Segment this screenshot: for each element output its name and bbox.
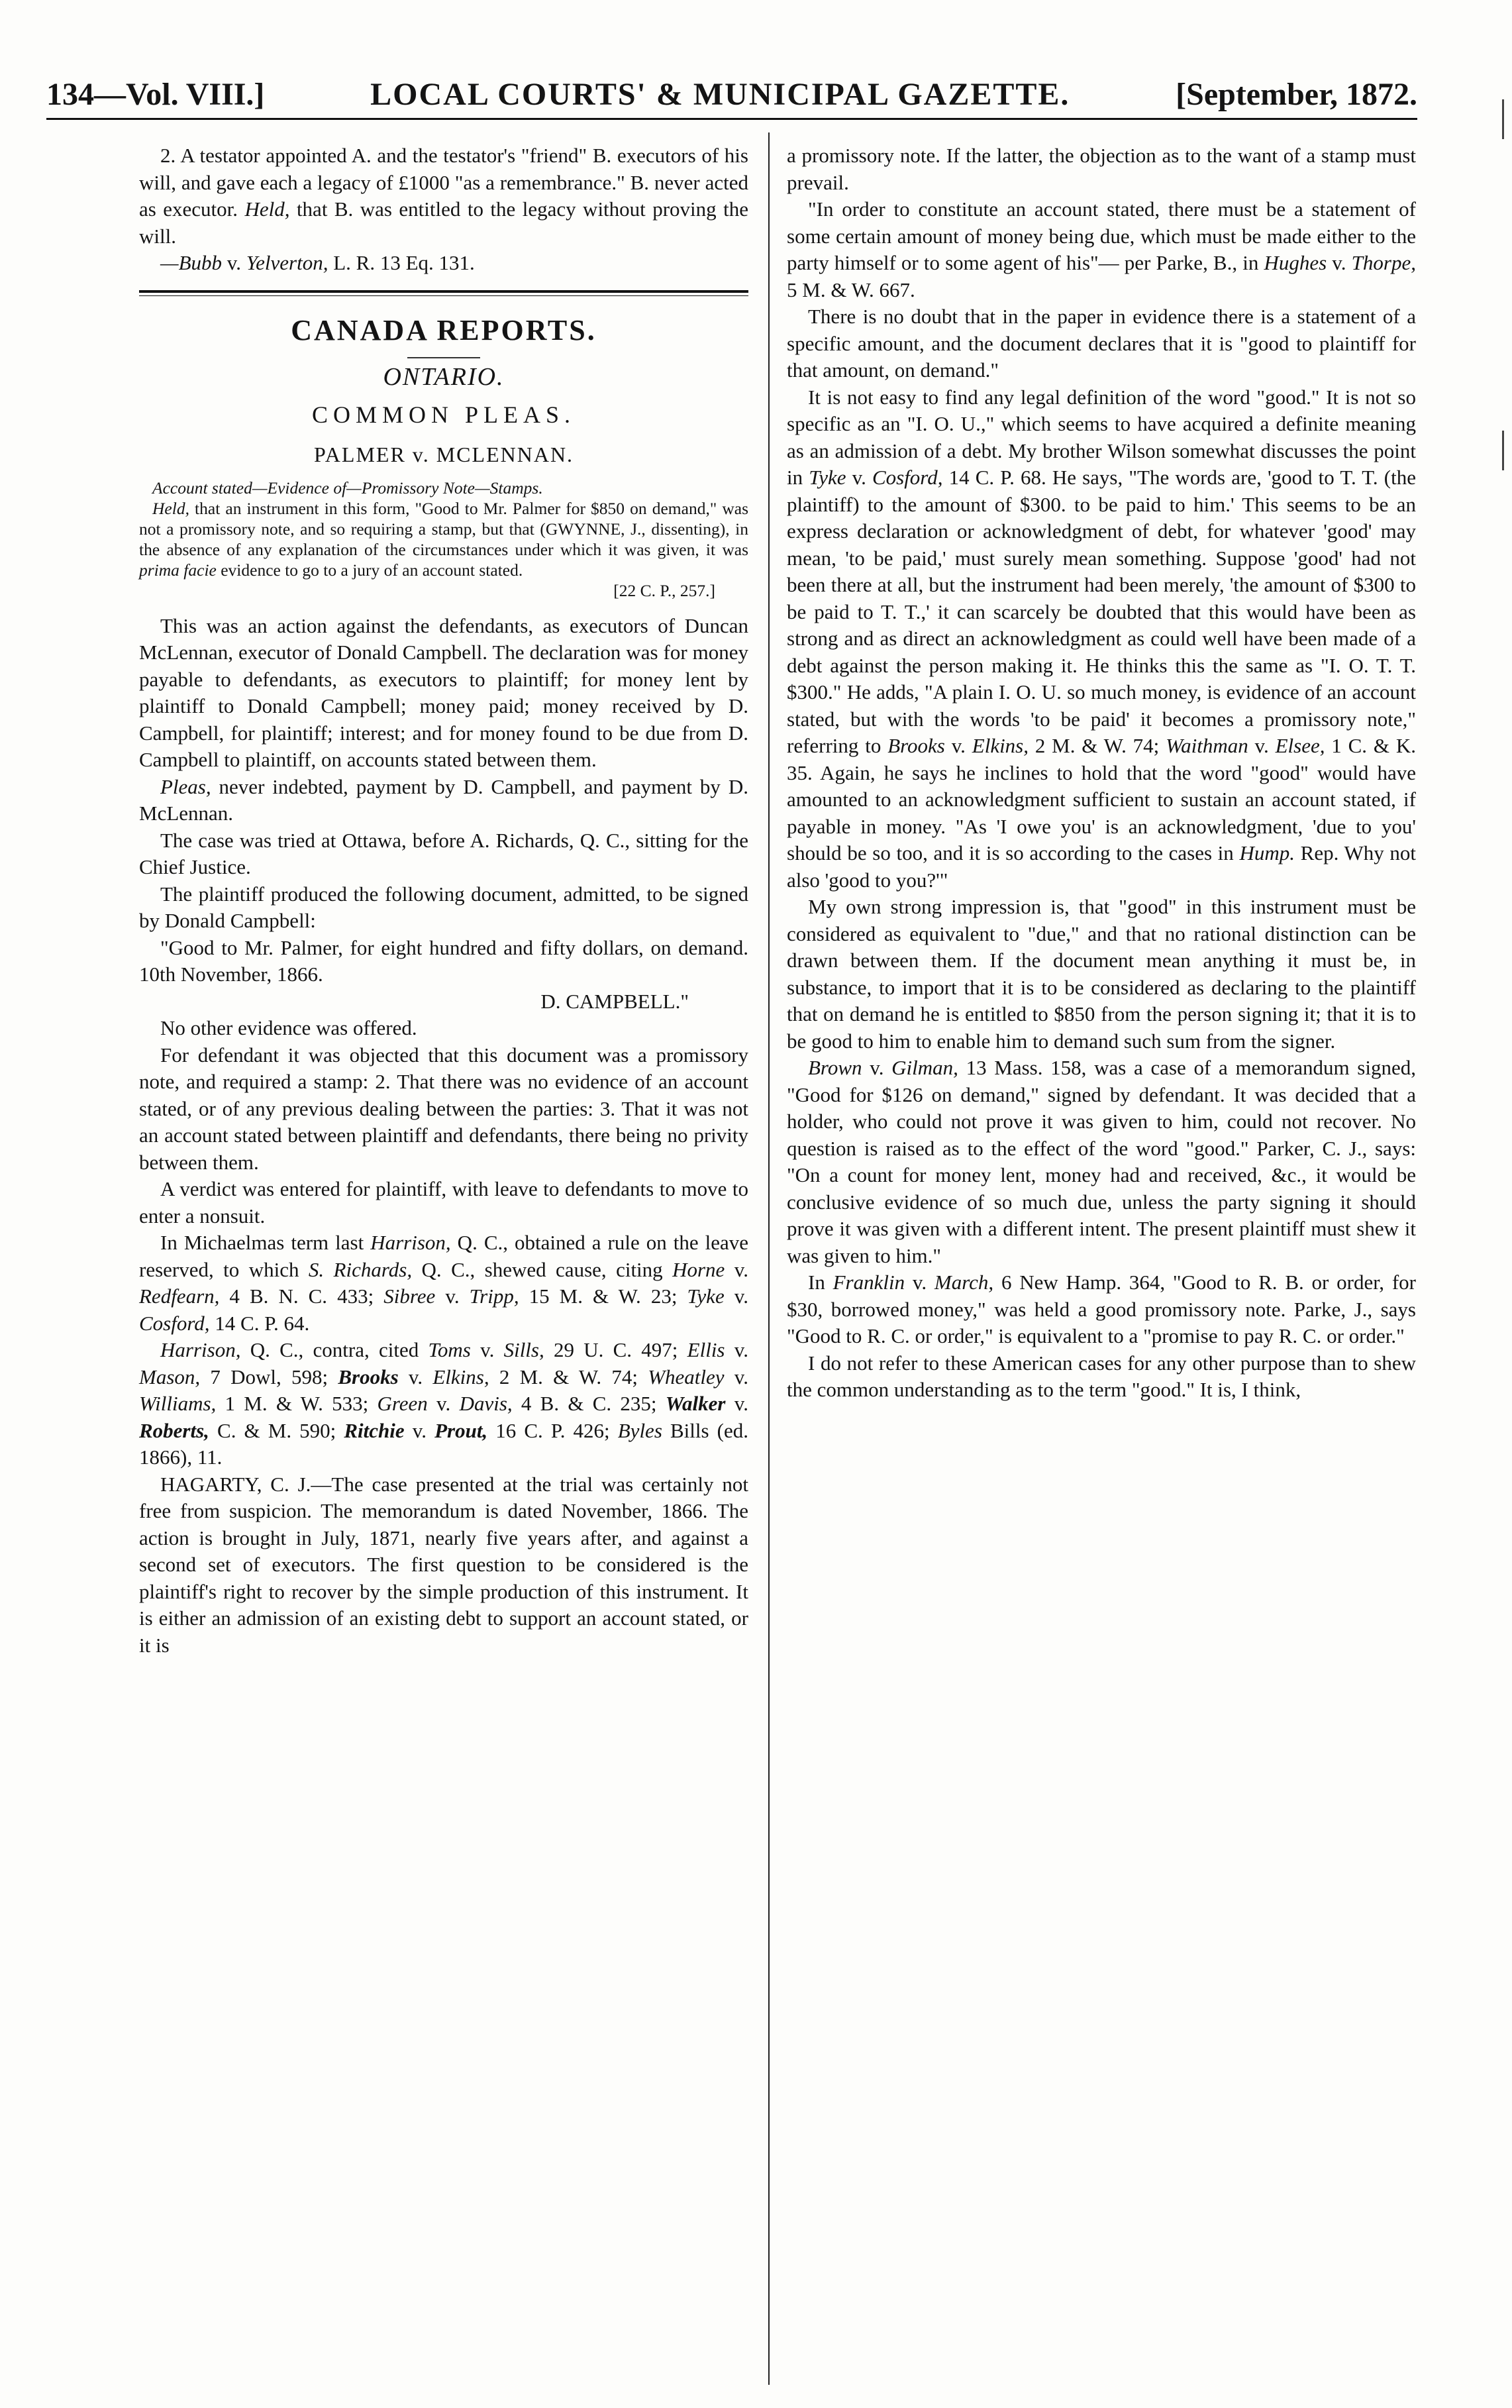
paragraph: a promissory note. If the latter, the objection as to the want of a stamp must prevail. — [787, 144, 1416, 194]
section-heading: CANADA REPORTS. — [291, 313, 597, 346]
header-rule — [46, 118, 1417, 120]
paragraph: There is no doubt that in the paper in evidence there is a statement of a specific amount, and the document declares that it is "good to plaintiff for that amount, on demand." — [787, 305, 1416, 382]
paragraph: In Franklin v. March, 6 New Hamp. 364, "Good to R. B. or order, for $30, borrowed money," was held a good promissory note. Parke, J., says "Good to R. C. or order," is equivalent to a "promise to pay R. C. or order." — [787, 1271, 1416, 1347]
journal-title: LOCAL COURTS' & MUNICIPAL GAZETTE. — [370, 77, 1070, 112]
province-heading: ONTARIO. — [383, 363, 505, 391]
quoted-document: "Good to Mr. Palmer, for eight hundred and fifty dollars, on demand. 10th November, 1866. — [139, 935, 748, 986]
issue-date: [September, 1872. — [1176, 77, 1417, 112]
paragraph: A verdict was entered for plaintiff, with leave to defendants to move to enter a nonsuit. — [139, 1177, 748, 1228]
paragraph: My own strong impression is, that "good" in this instrument must be considered as equivalent to "due," and that no rational distinction can be drawn between them. If the document mean anything it must be, in substance, to import that it is to be considered as declaring to the plaintiff that on demand he is entitled to $850 from the person signing it; that it is to be good to him to enable him to demand such sum from the signer. — [787, 895, 1416, 1053]
paragraph: The case was tried at Ottawa, before A. Richards, Q. C., sitting for the Chief Justice. — [139, 828, 748, 878]
heading-divider — [407, 357, 480, 358]
left-column — [139, 142, 748, 1659]
section-rule-thin — [139, 295, 748, 296]
paragraph: The plaintiff produced the following document, admitted, to be signed by Donald Campbell: — [139, 882, 748, 932]
paragraph: Brown v. Gilman, 13 Mass. 158, was a case of a memorandum signed, "Good for $126 on demand," signed by defendant. It was decided that a holder, who could not prove it was given to him, could not recover. No question is raised as to the effect of the word "good." Parker, C. J., says: "On a count for money lent, money had and received, &c., it would be conclusive evidence of so much due, unless the party signing it should prove it was given with a different intent. The present plaintiff must shew it was given to him." — [787, 1056, 1416, 1267]
paragraph: Pleas, never indebted, payment by D. Campbell, and payment by D. McLennan. — [139, 774, 748, 825]
paragraph: I do not refer to these American cases for any other purpose than to shew the common understanding as to the term "good." It is, I think, — [787, 1351, 1416, 1401]
paragraph: Harrison, Q. C., contra, cited Toms v. Sills, 29 U. C. 497; Ellis v. Mason, 7 Dowl, 598; Brooks v. Elkins, 2 M. & W. 74; Wheatley v. Williams, 1 M. & W. 533; Green v. Davis, 4 B. & C. 235; Walker v. Roberts, C. & M. 590; Ritchie v. Prout, 16 C. P. 426; Byles Bills (ed. 1866), 11. — [139, 1338, 748, 1469]
paragraph: It is not easy to find any legal definition of the word "good." It is not so specific as an "I. O. U.," which seems to have acquired a definite meaning as an admission of a debt. My brother Wilson somewhat discusses the point in Tyke v. Cosford, 14 C. P. 68. He says, "The words are, 'good to T. T. (the plaintiff) to the amount of $300. to be paid to him.' This seems to be an express declaration or acknowledgment of debt, for whatever 'good' may mean, 'to be paid,' must surely mean something. Suppose 'good' had not been there at all, but the instrument had been merely, 'the amount of $300 to be paid to T. T.,' it can scarcely be doubted that this would have been as strong and as direct an acknowledgment as could well have been made of a debt against the person making it. He thinks this the same as "I. O. T. T. $300." He adds, "A plain I. O. U. so much money, is evidence of an account stated, but with the words 'to be paid' it becomes a promissory note," referring to Brooks v. Elkins, 2 M. & W. 74; Waithman v. Elsee, 1 C. & K. 35. Again, he says he inclines to hold that the word "good" would have amounted to an acknowledgment sufficient to sustain an account stated, if payable in money. "As 'I owe you' is an acknowledgment, 'due to you' should be so too, and it is so according to the cases in Hump. Rep. Why not also 'good to you?'" — [787, 385, 1416, 892]
page-volume: 134—Vol. VIII.] — [46, 77, 265, 112]
intro-digest: 2. A testator appointed A. and the testator's "friend" B. executors of his will, and gave each a legacy of £1000 "as a remembrance." B. never acted as executor. Held, that B. was entitled to the legacy without proving the will. — [139, 144, 748, 248]
headnote-citation: [22 C. P., 257.] — [613, 580, 715, 600]
column-divider — [768, 132, 770, 2385]
headnote-topic: Account stated—Evidence of—Promissory Note—Stamps. — [152, 478, 543, 497]
right-column — [787, 142, 1416, 1404]
headnote: Held, that an instrument in this form, "Good to Mr. Palmer for $850 on demand," was not a promissory note, and so requiring a stamp, but that (GWYNNE, J., dissenting), in the absence of any explanation of the circumstances under which it was given, it was prima facie evidence to go to a jury of an account stated. — [139, 498, 748, 580]
court-heading: COMMON PLEAS. — [311, 401, 576, 428]
margin-mark — [1502, 99, 1504, 139]
paragraph: HAGARTY, C. J.—The case presented at the trial was certainly not free from suspicion. The memorandum is dated November, 1866. The action is brought in July, 1871, nearly five years after, and against a second set of executors. The first question to be considered is the plaintiff's right to recover by the simple production of this instrument. It is either an admission of an existing debt to support an account stated, or it is — [139, 1472, 748, 1657]
paragraph: In Michaelmas term last Harrison, Q. C., obtained a rule on the leave reserved, to which S. Richards, Q. C., shewed cause, citing Horne v. Redfearn, 4 B. N. C. 433; Sibree v. Tripp, 15 M. & W. 23; Tyke v. Cosford, 14 C. P. 64. — [139, 1231, 748, 1335]
page-header — [46, 60, 1417, 113]
signature: D. CAMPBELL." — [540, 989, 689, 1013]
paragraph: For defendant it was objected that this document was a promissory note, and required a stamp: 2. That there was no evidence of an account stated, or of any previous dealing between the parties: 3. That it was not an account stated between plaintiff and defendants, there being no privity between them. — [139, 1043, 748, 1174]
intro-citation: —Bubb v. Yelverton, L. R. 13 Eq. 131. — [160, 251, 475, 274]
margin-mark — [1502, 431, 1504, 470]
paragraph: No other evidence was offered. — [160, 1016, 417, 1039]
paragraph: This was an action against the defendants, as executors of Duncan McLennan, executor of Donald Campbell. The declaration was for money payable to defendants, as executors to plaintiff; for money lent by plaintiff to Donald Campbell; money paid; money received by D. Campbell, for plaintiff; interest; and for money found to be due from D. Campbell to plaintiff, on accounts stated between them. — [139, 613, 748, 771]
section-rule-thick — [139, 290, 748, 293]
case-title: PALMER v. MCLENNAN. — [313, 443, 574, 466]
paragraph: "In order to constitute an account stated, there must be a statement of some certain amount of money being due, which must be made either to the party himself or to some agent of his"— per Parke, B., in Hughes v. Thorpe, 5 M. & W. 667. — [787, 197, 1416, 301]
